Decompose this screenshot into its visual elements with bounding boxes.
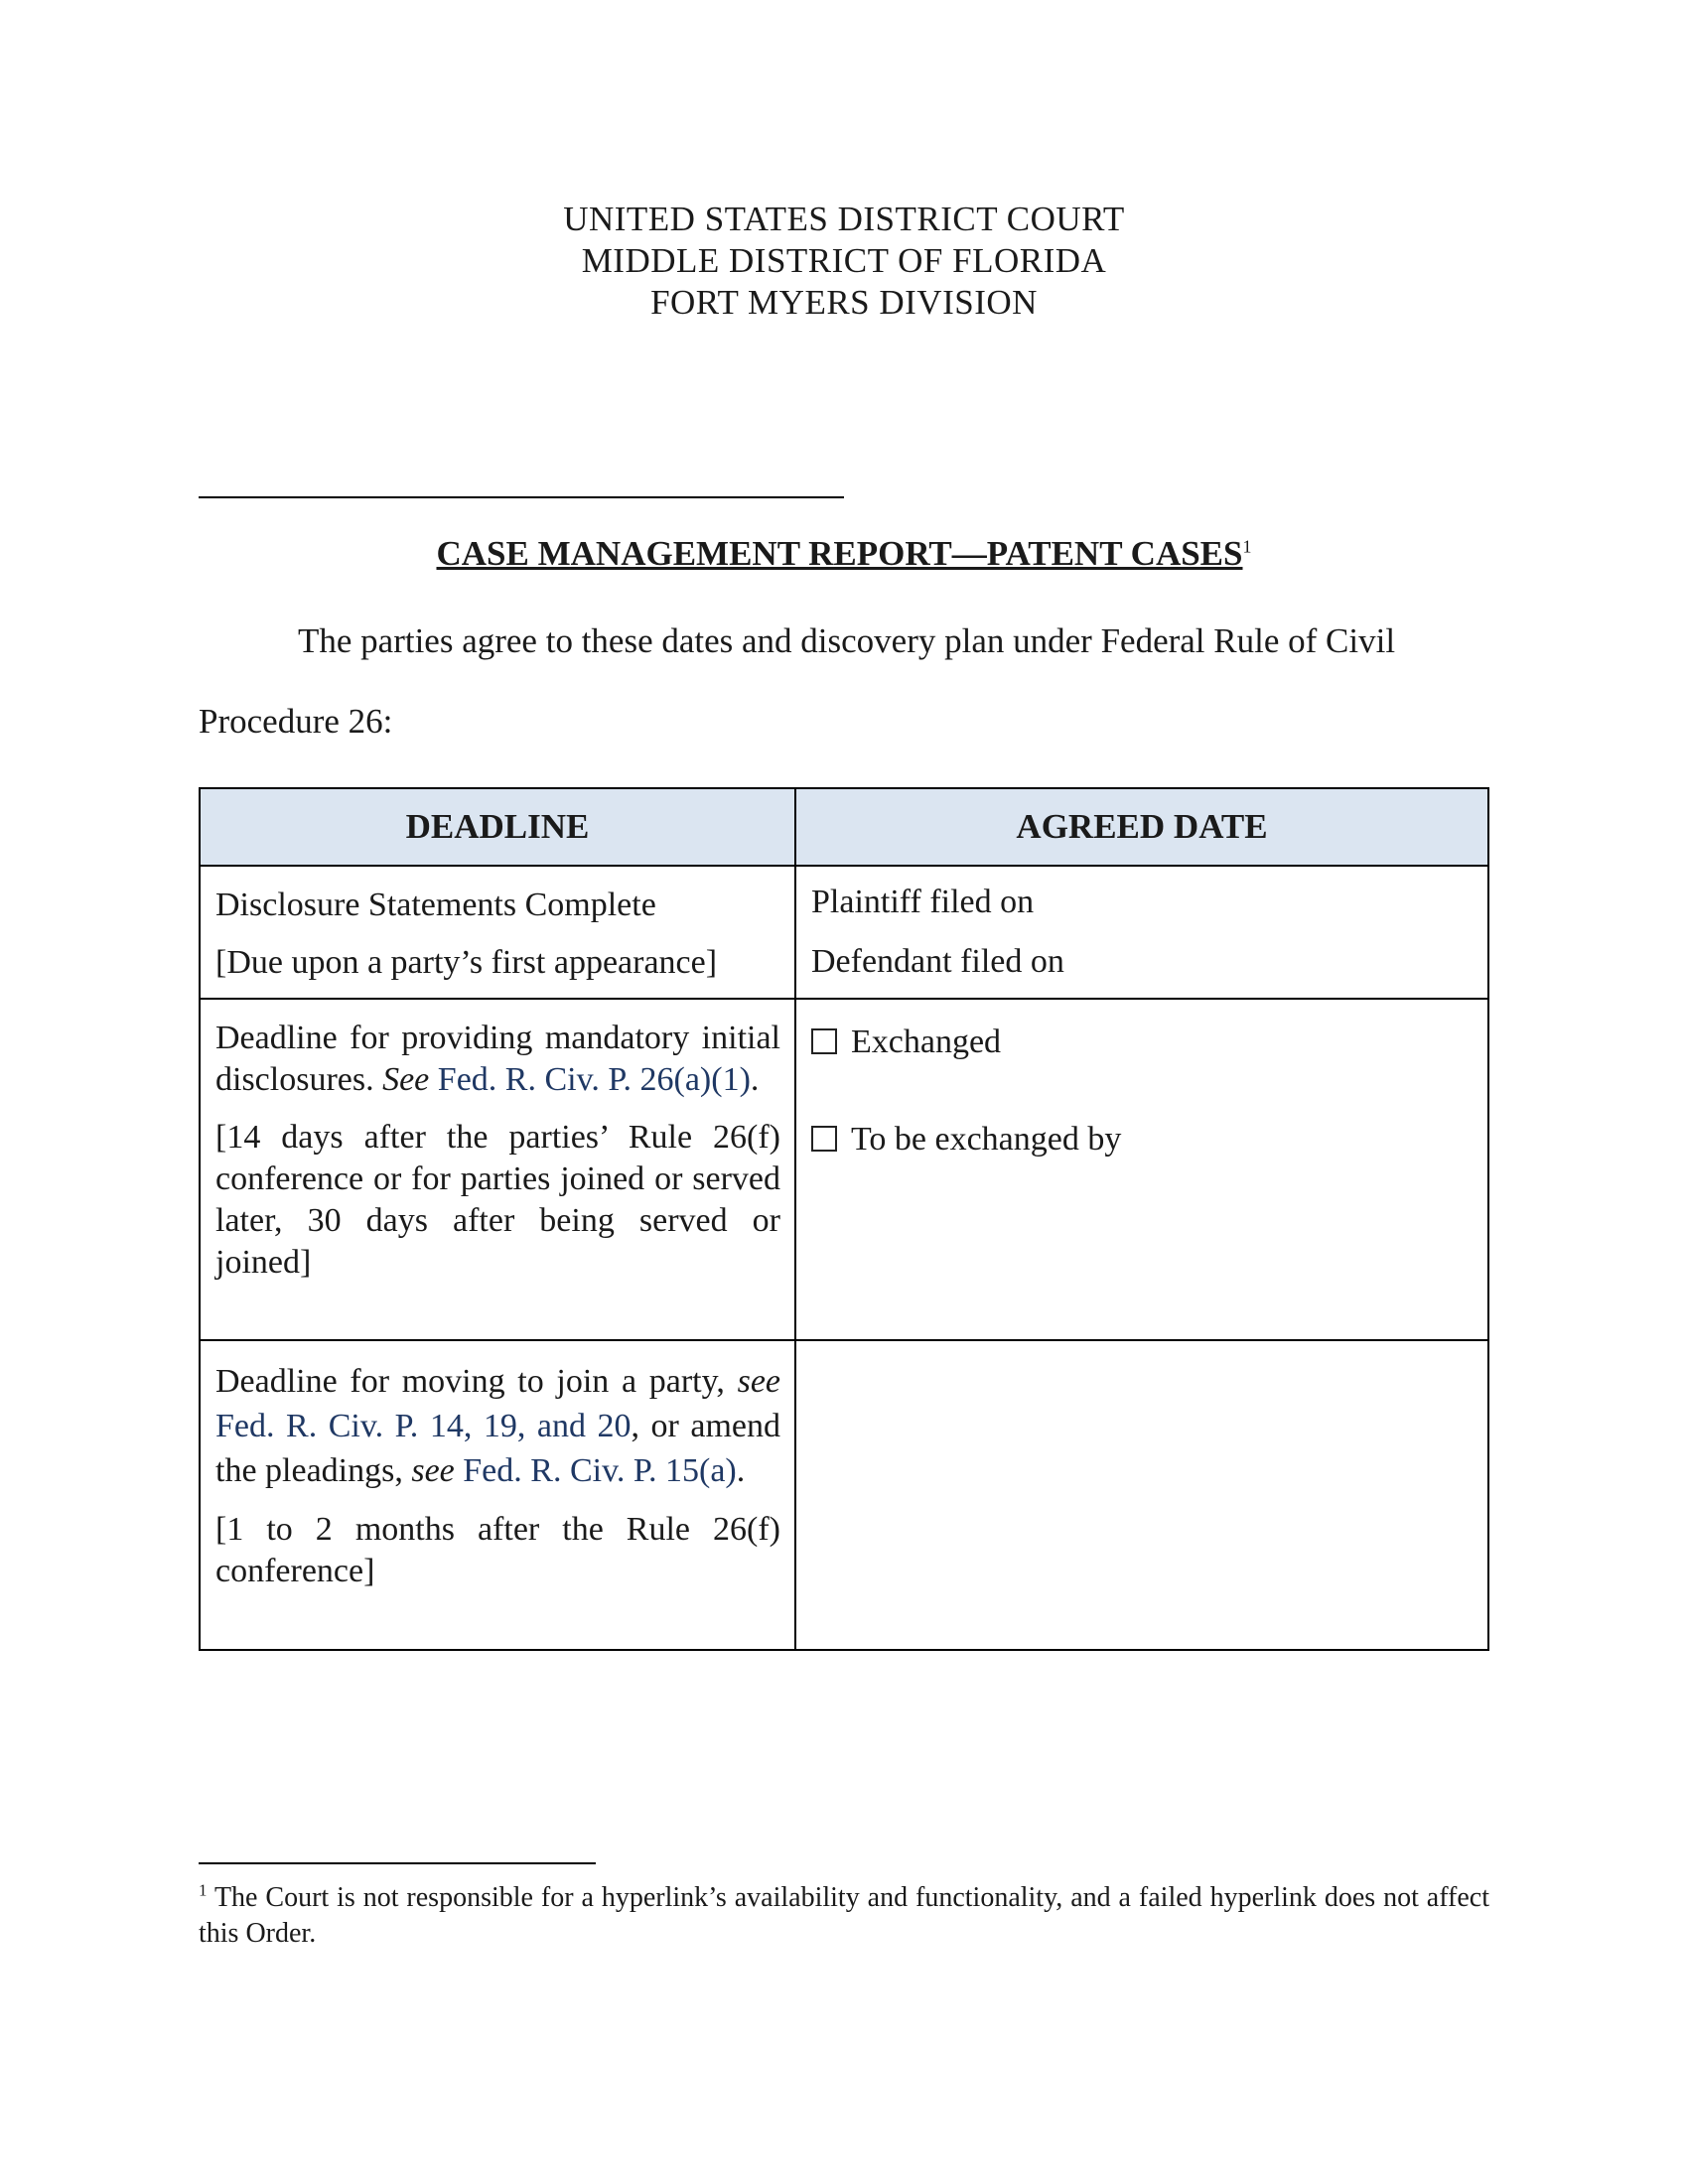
intro-line-1: The parties agree to these dates and discovery plan under Federal Rule of Civil [298, 621, 1396, 660]
exchanged-option[interactable]: Exchanged [811, 1022, 1474, 1063]
footnote-separator [199, 1862, 596, 1864]
court-division: FORT MYERS DIVISION [650, 283, 1038, 322]
rule-15a-link[interactable]: Fed. R. Civ. P. 15(a) [463, 1452, 737, 1489]
deadline-label: Disclosure Statements Complete [215, 887, 656, 923]
plaintiff-filed-field[interactable]: Plaintiff filed on [811, 884, 1035, 920]
document-title-text: CASE MANAGEMENT REPORT—PATENT CASES [436, 534, 1243, 573]
table-header-row [200, 788, 1488, 866]
defendant-filed-field[interactable]: Defendant filed on [811, 943, 1064, 980]
court-header [0, 199, 1688, 324]
deadline-table [199, 787, 1489, 1651]
deadline-cell [200, 866, 795, 999]
agreed-date-cell [795, 999, 1488, 1340]
deadline-cell [200, 999, 795, 1340]
checkbox-icon[interactable] [811, 1126, 837, 1152]
checkbox-icon[interactable] [811, 1028, 837, 1054]
deadline-note: [14 days after the parties’ Rule 26(f) conference or for parties joined or served later, 30 days after being served or joined] [215, 1119, 780, 1281]
footnote [199, 1880, 1489, 1952]
agreed-date-cell [795, 866, 1488, 999]
deadline-label: Deadline for moving to join a party, see Fed. R. Civ. P. 14, 19, and 20, or amend the pleadings, see Fed. R. Civ. P. 15(a). [215, 1363, 781, 1489]
court-district: MIDDLE DISTRICT OF FLORIDA [581, 241, 1107, 280]
table-row [200, 866, 1488, 999]
document-title [0, 534, 1688, 574]
footnote-ref[interactable]: 1 [1242, 536, 1252, 557]
deadline-cell [200, 1340, 795, 1650]
deadline-label: Deadline for providing mandatory initial disclosures. See Fed. R. Civ. P. 26(a)(1). [215, 1020, 780, 1098]
intro-line-2: Procedure 26: [199, 702, 393, 741]
agreed-date-cell[interactable] [795, 1340, 1488, 1650]
rule-26a1-link[interactable]: Fed. R. Civ. P. 26(a)(1) [437, 1061, 751, 1098]
to-be-exchanged-option[interactable]: To be exchanged by [811, 1119, 1474, 1160]
deadline-column-header: DEADLINE [200, 788, 795, 866]
deadline-note: [Due upon a party’s first appearance] [215, 944, 718, 981]
rules-14-19-20-link[interactable]: Fed. R. Civ. P. 14, 19, and 20 [215, 1408, 632, 1444]
footnote-number: 1 [199, 1880, 208, 1900]
table-row [200, 1340, 1488, 1650]
court-name: UNITED STATES DISTRICT COURT [563, 200, 1125, 238]
footnote-text: The Court is not responsible for a hyperlink’s availability and functionality, and a failed hyperlink does not affect this Order. [199, 1882, 1490, 1949]
table-row [200, 999, 1488, 1340]
deadline-note: [1 to 2 months after the Rule 26(f) conference] [215, 1511, 780, 1589]
agreed-date-column-header: AGREED DATE [795, 788, 1488, 866]
case-caption-line [199, 496, 844, 498]
